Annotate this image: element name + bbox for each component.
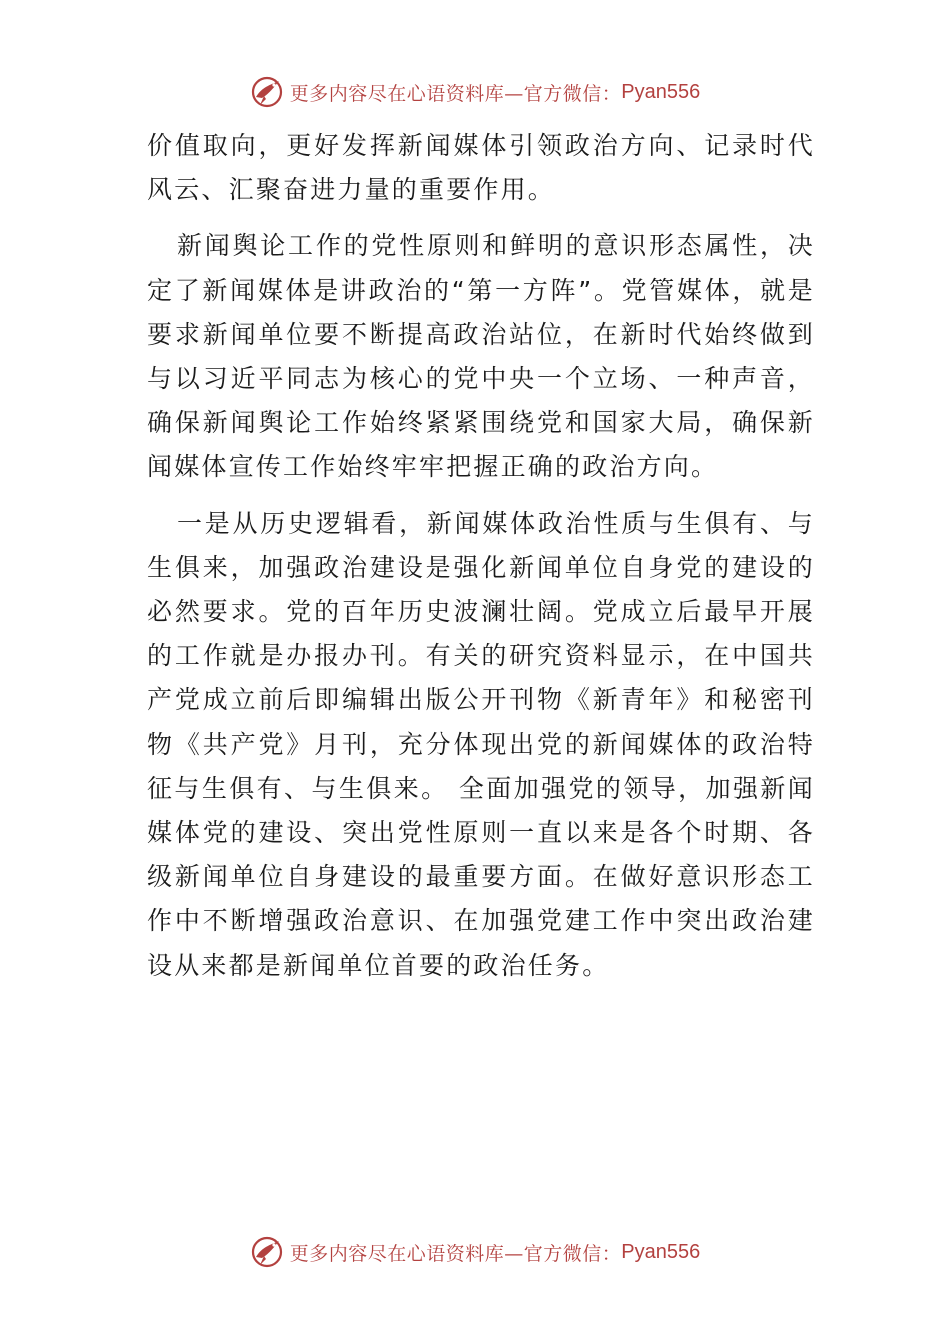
header-banner <box>0 70 950 114</box>
paragraph-3: 一是从历史逻辑看，新闻媒体政治性质与生俱有、与生俱来，加强政治建设是强化新闻单位自身党的建设的必然要求。党的百年历史波澜壮阔。党成立后最早开展的工作就是办报办刊。有关的研究资料显示，在中国共产党成立前后即编辑出版公开刊物《新青年》和秘密刊物《共产党》月刊，充分体现出党的新闻媒体的政治特征与生俱有、与生俱来。 全面加强党的领导，加强新闻媒体党的建设、突出党性原则一直以来是各个时期、各级新闻单位自身建设的最重要方面。在做好意识形态工作中不断增强政治意识、在加强党建工作中突出政治建设从来都是新闻单位首要的政治任务。 <box>147 508 815 980</box>
red-bird-circle-logo-icon <box>250 1235 284 1269</box>
body-text <box>147 124 815 1000</box>
footer-banner-wechat-id: Pyan556 <box>621 1240 701 1263</box>
header-banner-wechat-id: Pyan556 <box>621 80 701 103</box>
paragraph-1: 价值取向，更好发挥新闻媒体引领政治方向、记录时代风云、汇聚奋进力量的重要作用。 <box>147 131 815 205</box>
paragraph-2: 新闻舆论工作的党性原则和鲜明的意识形态属性，决定了新闻媒体是讲政治的“第一方阵”。党管媒体，就是要求新闻单位要不断提高政治站位，在新时代始终做到与以习近平同志为核心的党中央一个立场、一种声音，确保新闻舆论工作始终紧紧围绕党和国家大局，确保新闻媒体宣传工作始终牢牢把握正确的政治方向。 <box>147 231 815 482</box>
red-bird-circle-logo-icon <box>250 75 284 109</box>
footer-banner <box>0 1230 950 1274</box>
header-banner-text: 更多内容尽在心语资料库—官方微信： <box>289 82 622 105</box>
footer-banner-text: 更多内容尽在心语资料库—官方微信： <box>289 1242 622 1265</box>
